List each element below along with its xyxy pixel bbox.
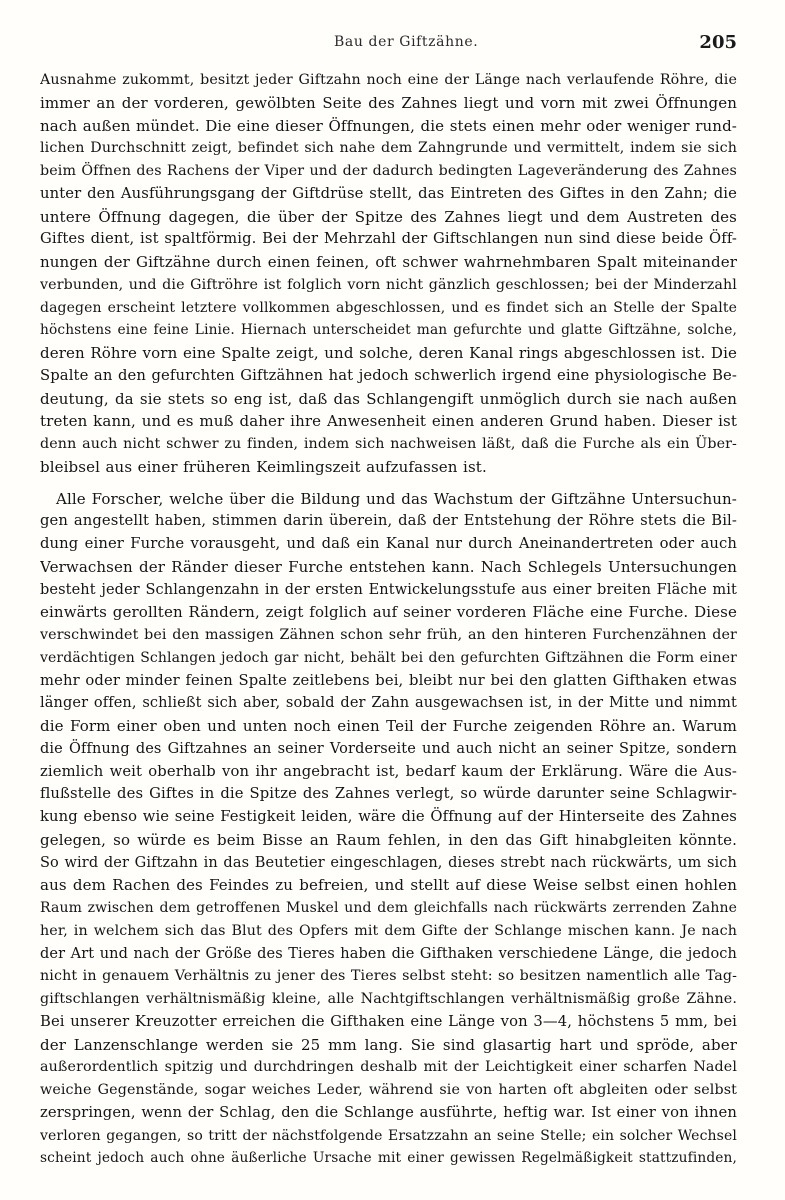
text-line: verdächtigen Schlangen jedoch gar nicht, behält bei den gefurchten Giftzähnen die Form einer (40, 649, 737, 666)
text-line: gen angestellt haben, stimmen darin überein, daß der Entstehung der Röhre stets die Bil- (40, 512, 737, 530)
text-line: ziemlich weit oberhalb von ihr angebracht ist, bedarf kaum der Erklärung. Wäre die Aus- (40, 762, 737, 780)
text-line: mehr oder minder feinen Spalte zeitlebens bei, bleibt nur bei den glatten Gifthaken etwas (40, 671, 737, 689)
text-line: Bei unserer Kreuzotter erreichen die Gifthaken eine Länge von 3—4, höchstens 5 mm, bei (40, 1012, 737, 1030)
text-line: beim Öffnen des Rachens der Viper und der dadurch bedingten Lageveränderung des Zahnes (40, 163, 737, 179)
text-line: zerspringen, wenn der Schlag, den die Schlange ausführte, heftig war. Ist einer von ihnen (40, 1103, 737, 1121)
text-line: Alle Forscher, welche über die Bildung und das Wachstum der Giftzähne Untersuchun- (56, 489, 737, 508)
text-line: nicht in genauem Verhältnis zu jener des Tieres selbst steht: so besitzen namentlich alle Tag- (40, 968, 737, 985)
text-line: die Öffnung des Giftzahnes an seiner Vorderseite und auch nicht an seiner Spitze, sondern (40, 740, 737, 757)
running-title: Bau der Giftzähne. (334, 34, 479, 50)
text-line: außerordentlich spitzig und durchdringen deshalb mit der Leichtigkeit einer scharfen Nadel (40, 1059, 737, 1076)
text-line: der Lanzenschlange werden sie 25 mm lang. Sie sind glasartig hart und spröde, aber (40, 1035, 737, 1054)
text-line: bleibsel aus einer früheren Keimlingszeit aufzufassen ist. (40, 457, 487, 476)
text-line: giftschlangen verhältnismäßig kleine, alle Nachtgiftschlangen verhältnismäßig große Zähne. (40, 991, 737, 1007)
text-line: immer an der vorderen, gewölbten Seite des Zahnes liegt und vorn mit zwei Öffnungen (40, 93, 737, 112)
text-line: deutung, da sie stets so eng ist, daß das Schlangengift unmöglich durch sie nach außen (40, 389, 737, 408)
text-line: Raum zwischen dem getroffenen Muskel und dem gleichfalls nach rückwärts zerrenden Zahne (40, 900, 737, 916)
text-line: verloren gegangen, so tritt der nächstfolgende Ersatzzahn an seine Stelle; ein solcher Wechsel (40, 1127, 737, 1144)
text-line: scheint jedoch auch ohne äußerliche Ursache mit einer gewissen Regelmäßigkeit stattzufinden, (40, 1150, 737, 1167)
text-line: Verwachsen der Ränder dieser Furche entstehen kann. Nach Schlegels Untersuchungen (40, 557, 737, 576)
text-line: höchstens eine feine Linie. Hiernach unterscheidet man gefurchte und glatte Giftzähne, solche, (40, 322, 737, 339)
text-line: verschwindet bei den massigen Zähnen schon sehr früh, an den hinteren Furchenzähnen der (40, 627, 737, 643)
page-number: 205 (699, 32, 737, 53)
text-line: Giftes dient, ist spaltförmig. Bei der Mehrzahl der Giftschlangen nun sind diese beide Öff- (40, 230, 737, 248)
text-line: flußstelle des Giftes in die Spitze des Zahnes verlegt, so würde darunter seine Schlagwir- (40, 785, 737, 803)
text-line: dagegen erscheint letztere vollkommen abgeschlossen, und es findet sich an Stelle der Spalte (40, 299, 737, 316)
paragraph-spacer (40, 479, 737, 488)
text-line: nach außen mündet. Die eine dieser Öffnungen, die stets einen mehr oder weniger rund- (40, 116, 737, 135)
text-line: nungen der Giftzähne durch einen feinen, oft schwer wahrnehmbaren Spalt miteinander (40, 253, 737, 271)
text-line: untere Öffnung dagegen, die über der Spitze des Zahnes liegt und dem Austreten des (40, 207, 737, 226)
text-line: lichen Durchschnitt zeigt, befindet sich nahe dem Zahngrunde und vermittelt, indem sie sich (40, 140, 737, 157)
text-line: denn auch nicht schwer zu finden, indem sich nachweisen läßt, daß die Furche als ein Über- (40, 436, 737, 452)
text-line: aus dem Rachen des Feindes zu befreien, und stellt auf diese Weise selbst einen hohlen (40, 876, 737, 895)
text-line: Ausnahme zukommt, besitzt jeder Giftzahn noch eine der Länge nach verlaufende Röhre, die (40, 72, 737, 88)
text-line: deren Röhre vorn eine Spalte zeigt, und solche, deren Kanal rings abgeschlossen ist. Die (40, 344, 737, 362)
text-line: der Art und nach der Größe des Tieres haben die Gifthaken verschiedene Länge, die jedoch (40, 945, 737, 962)
running-head (0, 32, 785, 56)
text-line: verbunden, und die Giftröhre ist folglich vorn nicht gänzlich geschlossen; bei der Minderzahl (40, 276, 737, 293)
text-line: her, in welchem sich das Blut des Opfers mit dem Gifte der Schlange mischen kann. Je nach (40, 922, 737, 939)
paragraph (40, 488, 737, 1171)
text-line: kung ebenso wie seine Festigkeit leiden, wäre die Öffnung auf der Hinterseite des Zahnes (40, 808, 737, 825)
text-line: Spalte an den gefurchten Giftzähnen hat jedoch schwerlich irgend eine physiologische Be- (40, 366, 737, 384)
text-line: besteht jeder Schlangenzahn in der ersten Entwickelungsstufe aus einer breiten Fläche mit (40, 581, 737, 598)
paragraph (40, 69, 737, 479)
text-line: die Form einer oben und unten noch einen Teil der Furche zeigenden Röhre an. Warum (40, 717, 737, 735)
text-line: treten kann, und es muß daher ihre Anwesenheit einen anderen Grund haben. Dieser ist (40, 412, 737, 431)
text-line: weiche Gegenstände, sogar weiches Leder, während sie von harten oft abgleiten oder selbst (40, 1082, 737, 1098)
body-text (40, 69, 737, 1170)
text-line: So wird der Giftzahn in das Beutetier eingeschlagen, dieses strebt nach rückwärts, um sich (40, 854, 737, 871)
text-line: dung einer Furche vorausgeht, und daß ein Kanal nur durch Aneinandertreten oder auch (40, 535, 737, 552)
text-line: unter den Ausführungsgang der Giftdrüse stellt, das Eintreten des Giftes in den Zahn; die (40, 184, 737, 202)
text-line: gelegen, so würde es beim Bisse an Raum fehlen, in den das Gift hinabgleiten könnte. (40, 830, 737, 849)
text-line: länger offen, schließt sich aber, sobald der Zahn ausgewachsen ist, in der Mitte und nimmt (40, 695, 737, 712)
text-line: einwärts gerollten Rändern, zeigt folglich auf seiner vorderen Fläche eine Furche. Diese (40, 603, 737, 622)
